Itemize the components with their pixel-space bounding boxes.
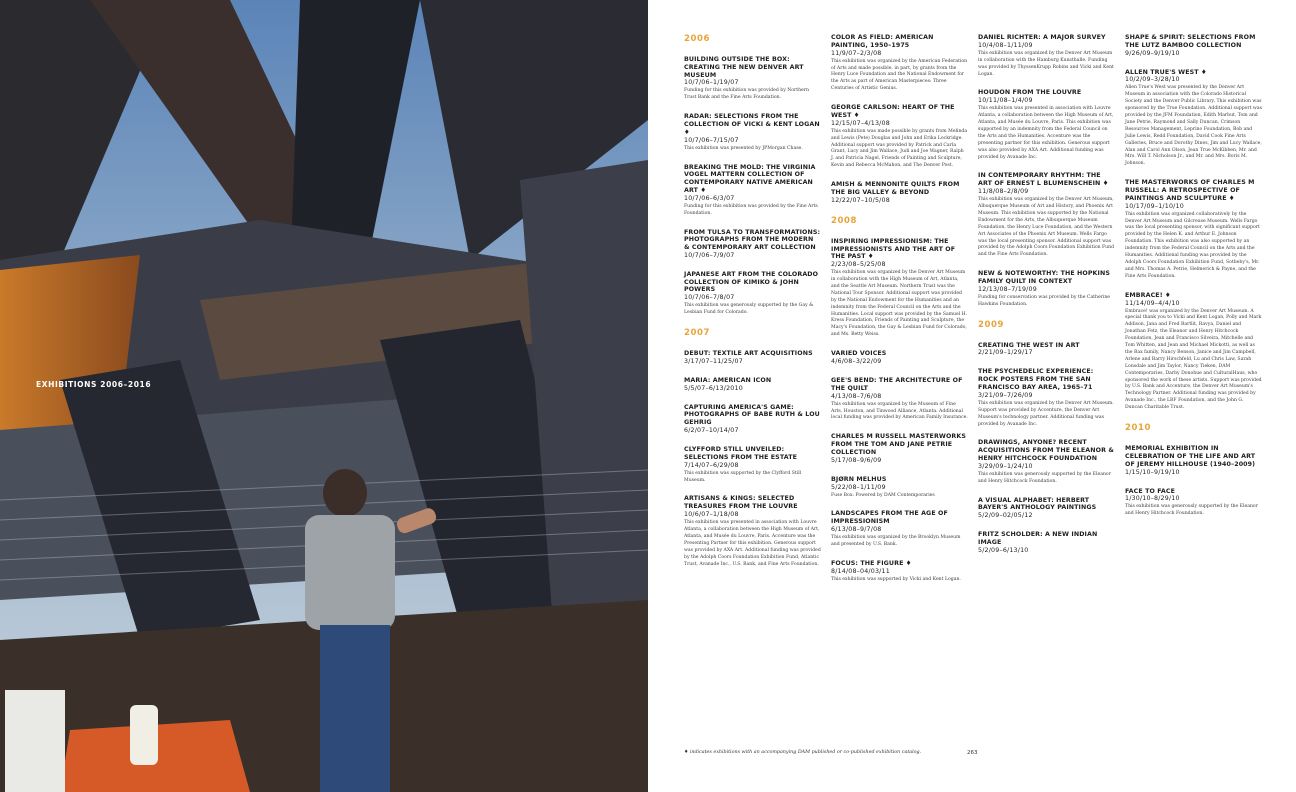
exhibition-dates: 12/15/07–4/13/08	[831, 119, 890, 127]
exhibition-dates: 9/26/09–9/19/10	[1125, 49, 1180, 57]
exhibition-entry	[1125, 445, 1262, 476]
exhibition-dates: 6/13/08–9/7/08	[831, 526, 882, 533]
exhibition-entry	[1125, 69, 1262, 169]
exhibition-credit: This exhibition was organized collaboratively by the Denver Art Museum and Gilcrease Museum. Wells Fargo was the local presenting sponsor, with significant support provided by the Helen K. and Arthur E. Johnson Foundation. This exhibition was also supported by an indemnity from the Federal Council on the Arts and the Humanities. Additional funding was provided by the Adolph Coors Foundation Exhibition Fund, Sotheby's, Mr. and Mrs. Thomas A. Petrie, Helmerich & Payne, and the Fine Arts Foundation.	[1125, 211, 1260, 279]
exhibition-dates: 6/2/07–10/14/07	[684, 427, 739, 435]
exhibition-dates: 2/23/08–5/25/08	[831, 261, 886, 269]
exhibition-entry	[831, 510, 968, 548]
exhibition-dates: 10/11/08–1/4/09	[978, 97, 1033, 105]
exhibition-title: CREATING THE WEST IN ART	[978, 341, 1080, 349]
exhibition-entry	[978, 34, 1115, 78]
list-column-3	[978, 34, 1115, 566]
exhibition-credit: Funding for conservation was provided by the Catherine Hawkins Foundation.	[978, 294, 1111, 307]
exhibition-dates: 10/7/06–7/8/07	[684, 294, 735, 302]
exhibition-entry	[978, 89, 1115, 161]
exhibition-title: MEMORIAL EXHIBITION IN CELEBRATION OF THE LIFE AND ART OF JEREMY HILLHOUSE (1940–2009)	[1125, 445, 1256, 468]
exhibition-dates: 12/13/08–7/19/09	[978, 285, 1037, 293]
exhibition-title: GEE'S BEND: THE ARCHITECTURE OF THE QUILT	[831, 377, 963, 392]
exhibition-title: DRAWINGS, ANYONE? RECENT ACQUISITIONS FROM THE ELEANOR & HENRY HITCHCOCK FOUNDATION	[978, 439, 1114, 463]
exhibition-title: HOUDON FROM THE LOUVRE	[978, 89, 1082, 97]
exhibition-entry	[978, 342, 1115, 358]
exhibition-credit: This exhibition was generously supported by the Eleanor and Henry Hitchcock Foundation.	[978, 471, 1111, 484]
exhibition-entry	[831, 476, 968, 500]
exhibition-entry	[978, 439, 1115, 485]
exhibition-title: CAPTURING AMERICA'S GAME: PHOTOGRAPHS OF BABE RUTH & LOU GEHRIG	[684, 403, 820, 427]
exhibition-title: RADAR: SELECTIONS FROM THE COLLECTION OF VICKI & KENT LOGAN ♦	[684, 113, 820, 136]
exhibition-title: LANDSCAPES FROM THE AGE OF IMPRESSIONISM	[831, 510, 948, 526]
exhibition-credit: This exhibition was generously supported by the Eleanor and Henry Hitchcock Foundation.	[1125, 504, 1258, 517]
page-number: 263	[967, 750, 978, 756]
exhibition-entry	[1125, 488, 1262, 519]
exhibition-entry	[831, 238, 968, 339]
exhibition-credit: This exhibition was organized by the Brooklyn Museum and presented by U.S. Bank.	[831, 535, 961, 547]
exhibition-title: COLOR AS FIELD: AMERICAN PAINTING, 1950–1975	[831, 34, 934, 49]
exhibition-entry	[831, 433, 968, 464]
exhibition-credit: This exhibition was organized by the Denver Art Museum, Albuquerque Museum of Art and History, and Phoenix Art Museum. This exhibition was supported by the National Endowment for the Arts, the Albuquerque Museum Foundation, the Henry Luce Foundation, and the Western Art Associates of the Phoenix Art Museum. Wells Fargo was the local presenting sponsor. Additional support was provided by the Adolph Coors Foundation Exhibition Fund and the Fine Arts Foundation.	[978, 197, 1115, 258]
exhibition-entry	[684, 271, 821, 317]
exhibition-dates: 3/29/09–1/24/10	[978, 462, 1033, 470]
exhibition-dates: 1/15/10–9/19/10	[1125, 468, 1180, 476]
exhibition-title: THE MASTERWORKS OF CHARLES M RUSSELL: A RETROSPECTIVE OF PAINTINGS AND SCULPTURE ♦	[1125, 179, 1255, 202]
exhibition-entry	[684, 56, 821, 102]
exhibition-dates: 12/22/07–10/5/08	[831, 196, 890, 204]
exhibition-entry	[684, 164, 821, 218]
exhibition-entry	[1125, 179, 1262, 280]
exhibition-dates: 4/13/08–7/6/08	[831, 392, 882, 400]
exhibition-title: ARTISANS & KINGS: SELECTED TREASURES FROM THE LOUVRE	[684, 495, 798, 511]
exhibition-entry	[978, 270, 1115, 308]
exhibition-credit: This exhibition was organized by the Museum of Fine Arts, Houston, and Tinwood Alliance, Atlanta. Additional local funding was provided by American Family Insurance.	[831, 401, 968, 421]
year-heading: 2010	[1125, 423, 1152, 434]
list-column-2	[831, 34, 968, 595]
exhibition-title: FRITZ SCHOLDER: A NEW INDIAN IMAGE	[978, 531, 1098, 547]
exhibition-title: VARIED VOICES	[831, 350, 887, 358]
exhibition-entry	[684, 113, 821, 152]
exhibition-dates: 10/7/06–1/19/07	[684, 79, 739, 87]
exhibition-title: BJØRN MELHUS	[831, 475, 887, 483]
exhibition-entry	[831, 350, 968, 366]
exhibition-credit: This exhibition was organized by the American Federation of Arts and made possible, in part, by grants from the Henry Luce Foundation and the National Endowment for the Arts as part of American Masterpieces: Three Centuries of Artistic Genius.	[831, 58, 968, 92]
exhibition-dates: 5/17/08–9/6/09	[831, 456, 882, 464]
photo-caption: EXHIBITIONS 2006–2016	[36, 380, 152, 389]
exhibition-title: FROM TULSA TO TRANSFORMATIONS: PHOTOGRAPHS FROM THE MODERN & CONTEMPORARY ART COLLECTION	[684, 228, 821, 252]
exhibition-title: GEORGE CARLSON: HEART OF THE WEST ♦	[831, 104, 955, 119]
exhibition-entry	[831, 377, 968, 422]
exhibition-entry	[831, 104, 968, 170]
exhibition-credit: This exhibition was generously supported by the Gay & Lesbian Fund for Colorado.	[684, 303, 814, 316]
exhibition-dates: 10/7/06–7/15/07	[684, 136, 739, 144]
exhibition-dates: 11/8/08–2/8/09	[978, 188, 1029, 196]
exhibition-dates: 10/6/07–1/18/08	[684, 511, 739, 519]
exhibition-dates: 10/7/06–6/3/07	[684, 194, 735, 202]
exhibition-entry	[684, 404, 821, 435]
exhibition-entry	[978, 497, 1115, 521]
exhibition-credit: This exhibition was presented by JPMorgan Chase.	[684, 145, 803, 151]
exhibition-credit: Embrace! was organized by the Denver Art Museum. A special thank you to Vicki and Kent Logan, Polly and Mark Addison, Jana and Fred Bartlit, Ravya, Daniel and Jonathan Fetz, the Eleanor and Henry Hitchcock Foundation, Jean and Francisco Silveira, Mitchelle and Tom Whitten, and Jean and Michael Mickotti, as well as the Bax family, Nancy Benson, Janice and Jim Campbell, Arlene and Barry Hirschfeld, Lu and Chris Law, Sarah Lonsdale and Jim Taylor, Nancy Tieken, DAM Contemporaries, Darby Donohue and CulturalHaus, who sponsored the work of these artists. Support was provided by U.S. Bank and Accenture, the Denver Art Museum's Technology Partner. Additional funding was provided by Avanade Inc., the LBF Foundation, and the John G. Duncan Charitable Trust.	[1125, 308, 1262, 411]
exhibition-title: JAPANESE ART FROM THE COLORADO COLLECTION OF KIMIKO & JOHN POWERS	[684, 270, 819, 294]
exhibition-entry	[831, 34, 968, 93]
exhibition-entry	[831, 181, 968, 205]
exhibition-credit: This exhibition was organized by the Denver Art Museum. Support was provided by Accenture, the Denver Art Museum's technology partner. Additional funding was provided by Avanade Inc.	[978, 400, 1114, 427]
exhibition-dates: 5/22/08–1/11/09	[831, 483, 886, 491]
exhibition-dates: 7/14/07–6/29/08	[684, 461, 739, 469]
exhibition-entry	[684, 350, 821, 366]
exhibition-title: FOCUS: THE FIGURE ♦	[831, 559, 912, 567]
exhibition-dates: 4/6/08–3/22/09	[831, 358, 882, 365]
exhibition-dates: 8/14/08–04/03/11	[831, 567, 890, 575]
exhibition-credit: Funding for this exhibition was provided by Northern Trust Bank and the Fine Arts Foundation.	[684, 88, 809, 101]
exhibition-list-page	[648, 0, 1296, 792]
exhibition-dates: 11/9/07–2/3/08	[831, 49, 882, 57]
exhibition-title: CLYFFORD STILL UNVEILED: SELECTIONS FROM THE ESTATE	[684, 446, 798, 461]
exhibition-title: A VISUAL ALPHABET: HERBERT BAYER'S ANTHOLOGY PAINTINGS	[978, 496, 1097, 512]
exhibition-title: ALLEN TRUE'S WEST ♦	[1125, 68, 1207, 76]
exhibition-title: FACE TO FACE	[1125, 487, 1175, 495]
year-heading: 2009	[978, 319, 1005, 330]
exhibition-dates: 1/30/10–8/29/10	[1125, 495, 1180, 503]
exhibition-title: MARIA: AMERICAN ICON	[684, 376, 772, 384]
exhibition-credit: Allen True's West was presented by the Denver Art Museum in association with the Colorado Historical Society and the Denver Public Library. This exhibition was sponsored by the True Foundation. Additional support was provided by the JFM Foundation, Edith Marbut, Tom and Jane Petrie, Raymond and Sally Duncan, Crimson Resources Management, Leprino Foundation, Bob and Julie Lewis, Redd Foundation, David Cook Fine Arts Galleries, Bruce and Dorothy Dines, Jim and Lucy Wallace, Alan and Carol Ann Olson, Jean True McKibben, Mr. and Mrs. Will T. Nicholson Jr., and Mr. and Mrs. Boris M. Johnson.	[1125, 85, 1262, 167]
exhibition-entry	[978, 172, 1115, 259]
year-heading: 2007	[684, 328, 711, 339]
year-heading: 2006	[684, 34, 711, 44]
exhibition-title: BUILDING OUTSIDE THE BOX: CREATING THE NEW DENVER ART MUSEUM	[684, 56, 804, 79]
exhibition-dates: 3/21/09–7/26/09	[978, 391, 1033, 399]
exhibition-title: CHARLES M RUSSELL MASTERWORKS FROM THE TOM AND JANE PETRIE COLLECTION	[831, 433, 966, 456]
exhibition-entry	[684, 377, 821, 393]
exhibition-dates: 10/2/09–3/28/10	[1125, 76, 1180, 84]
exhibition-title: IN CONTEMPORARY RHYTHM: THE ART OF ERNEST L BLUMENSCHEIN ♦	[978, 172, 1109, 188]
list-column-1	[684, 34, 821, 579]
exhibition-credit: This exhibition was presented in association with Louvre Atlanta, a collaboration between the High Museum of Art, Atlanta, and Musée du Louvre, Paris. Accenture was the Presenting Partner for this exhibition. Generous support was provided by AXA Art. Additional funding was provided by the Adolph Coors Foundation Exhibition Fund, Atlantic Trust, Avanade Inc., U.S. Bank, and Fine Arts Foundation.	[684, 520, 821, 567]
exhibition-title: EMBRACE! ♦	[1125, 291, 1171, 299]
exhibition-credit: This exhibition was organized by the Denver Art Museum in collaboration with the Hamburg Kunsthalle. Funding was provided by ThyssenKrupp Robins and Vicki and Kent Logan.	[978, 50, 1114, 77]
exhibition-entry	[1125, 292, 1262, 412]
exhibition-title: SHAPE & SPIRIT: SELECTIONS FROM THE LUTZ BAMBOO COLLECTION	[1125, 34, 1256, 49]
exhibition-dates: 5/2/09–6/13/10	[978, 546, 1029, 554]
footnote: ♦ indicates exhibitions with an accompanying DAM published or co-published exhibition catalog.	[684, 750, 922, 755]
exhibition-entry	[978, 368, 1115, 428]
exhibition-credit: This exhibition was organized by the Denver Art Museum in collaboration with the High Museum of Art, Atlanta, and the Seattle Art Museum. Northern Trust was the National Tour Sponsor. Additional support was provided by the National Endowment for the Humanities and an indemnity from the Federal Council on the Arts and the Humanities. Local support was provided by the Samuel H. Kress Foundation, Friends of Painting and Sculpture, the Macy's Foundation, the Gay & Lesbian Fund for Colorado, and Ms. Betty Weiss.	[831, 270, 968, 338]
exhibition-credit: This exhibition was supported by the Clyfford Still Museum.	[684, 470, 802, 483]
exhibition-dates: 10/17/09–1/10/10	[1125, 202, 1184, 210]
exhibition-dates: 10/7/06–7/9/07	[684, 251, 735, 259]
exhibition-credit: This exhibition was supported by Vicki and Kent Logan.	[831, 576, 961, 582]
exhibition-entry	[978, 531, 1115, 555]
exhibition-dates: 5/5/07–6/13/2010	[684, 384, 743, 392]
exhibition-credit: Funding for this exhibition was provided by the Fine Arts Foundation.	[684, 203, 818, 216]
exhibition-title: NEW & NOTEWORTHY: THE HOPKINS FAMILY QUILT IN CONTEXT	[978, 270, 1110, 286]
exhibition-credit: This exhibition was presented in association with Louvre Atlanta, a collaboration between the High Museum of Art, Atlanta, and Musée du Louvre, Paris. This exhibition was supported by an indemnity from the Federal Council on the Arts and the Humanities. Accenture was the presenting partner for this exhibition. Generous support was also provided by AXA Art. Additional funding was provided by Avanade Inc.	[978, 106, 1114, 160]
exhibition-entry	[1125, 34, 1262, 58]
exhibition-title: THE PSYCHEDELIC EXPERIENCE: ROCK POSTERS FROM THE SAN FRANCISCO BAY AREA, 1965–71	[978, 368, 1094, 392]
exhibition-dates: 10/4/08–1/11/09	[978, 41, 1033, 49]
list-column-4	[1125, 34, 1262, 529]
exhibition-dates: 3/17/07–11/25/07	[684, 357, 743, 365]
exhibition-title: BREAKING THE MOLD: THE VIRGINIA VOGEL MATTERN COLLECTION OF CONTEMPORARY NATIVE AMERICAN ART ♦	[684, 163, 816, 194]
year-heading: 2008	[831, 215, 858, 226]
exhibition-title: INSPIRING IMPRESSIONISM: THE IMPRESSIONISTS AND THE ART OF THE PAST ♦	[831, 237, 956, 261]
exhibition-entry	[831, 560, 968, 584]
exhibition-title: DEBUT: TEXTILE ART ACQUISITIONS	[684, 350, 813, 358]
exhibition-credit: Fuse Box: Powered by DAM Contemporaries	[831, 492, 935, 498]
exhibition-title: DANIEL RICHTER: A MAJOR SURVEY	[978, 34, 1106, 41]
exhibition-entry	[684, 446, 821, 484]
exhibition-entry	[684, 229, 821, 260]
exhibition-dates: 2/21/09–1/29/17	[978, 349, 1033, 357]
exhibition-title: AMISH & MENNONITE QUILTS FROM THE BIG VALLEY & BEYOND	[831, 181, 960, 196]
exhibition-entry	[684, 495, 821, 568]
exhibition-dates: 5/2/09–02/05/12	[978, 512, 1033, 520]
exhibition-dates: 11/14/09–4/4/10	[1125, 299, 1180, 307]
exhibition-credit: This exhibition was made possible by grants from Melinda and Lewis (Pete) Douglas and John and Erika Lockridge. Additional support was provided by Patrick and Carla Grant, Lucy and Jim Wallace, Judi and Joe Wagner, Ralph J. and Patricia Nagel, Friends of Painting and Sculpture, Kevin and Rebecca McMahon, and The Denver Post.	[831, 128, 968, 169]
